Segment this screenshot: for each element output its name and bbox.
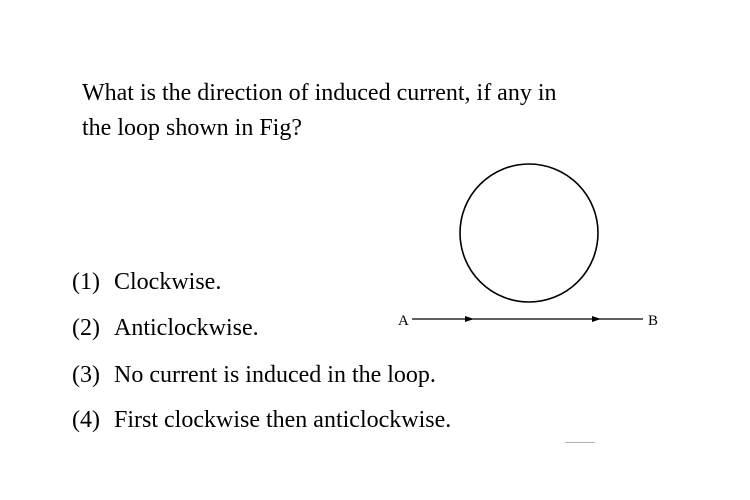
current-arrow-icon [592, 316, 601, 322]
wire-label-b: B [648, 313, 659, 329]
question-line-1: What is the direction of induced current, if any in [82, 80, 557, 106]
option-2-number: (2) [72, 315, 100, 341]
option-1-number: (1) [72, 269, 100, 295]
question-text [82, 76, 642, 146]
wire-label-a: A [398, 313, 409, 329]
option-3-number: (3) [72, 362, 100, 388]
option-4 [72, 405, 451, 435]
conducting-loop [460, 164, 598, 302]
option-2-text: Anticlockwise. [114, 315, 259, 341]
option-1 [72, 267, 221, 297]
option-3 [72, 360, 436, 390]
option-4-number: (4) [72, 407, 100, 433]
question-line-2: the loop shown in Fig? [82, 115, 302, 141]
option-2 [72, 313, 259, 343]
option-4-text: First clockwise then anticlockwise. [114, 407, 452, 433]
divider-mark [565, 442, 595, 443]
current-arrow-icon [465, 316, 474, 322]
option-1-text: Clockwise. [114, 269, 222, 295]
option-3-text: No current is induced in the loop. [114, 362, 436, 388]
